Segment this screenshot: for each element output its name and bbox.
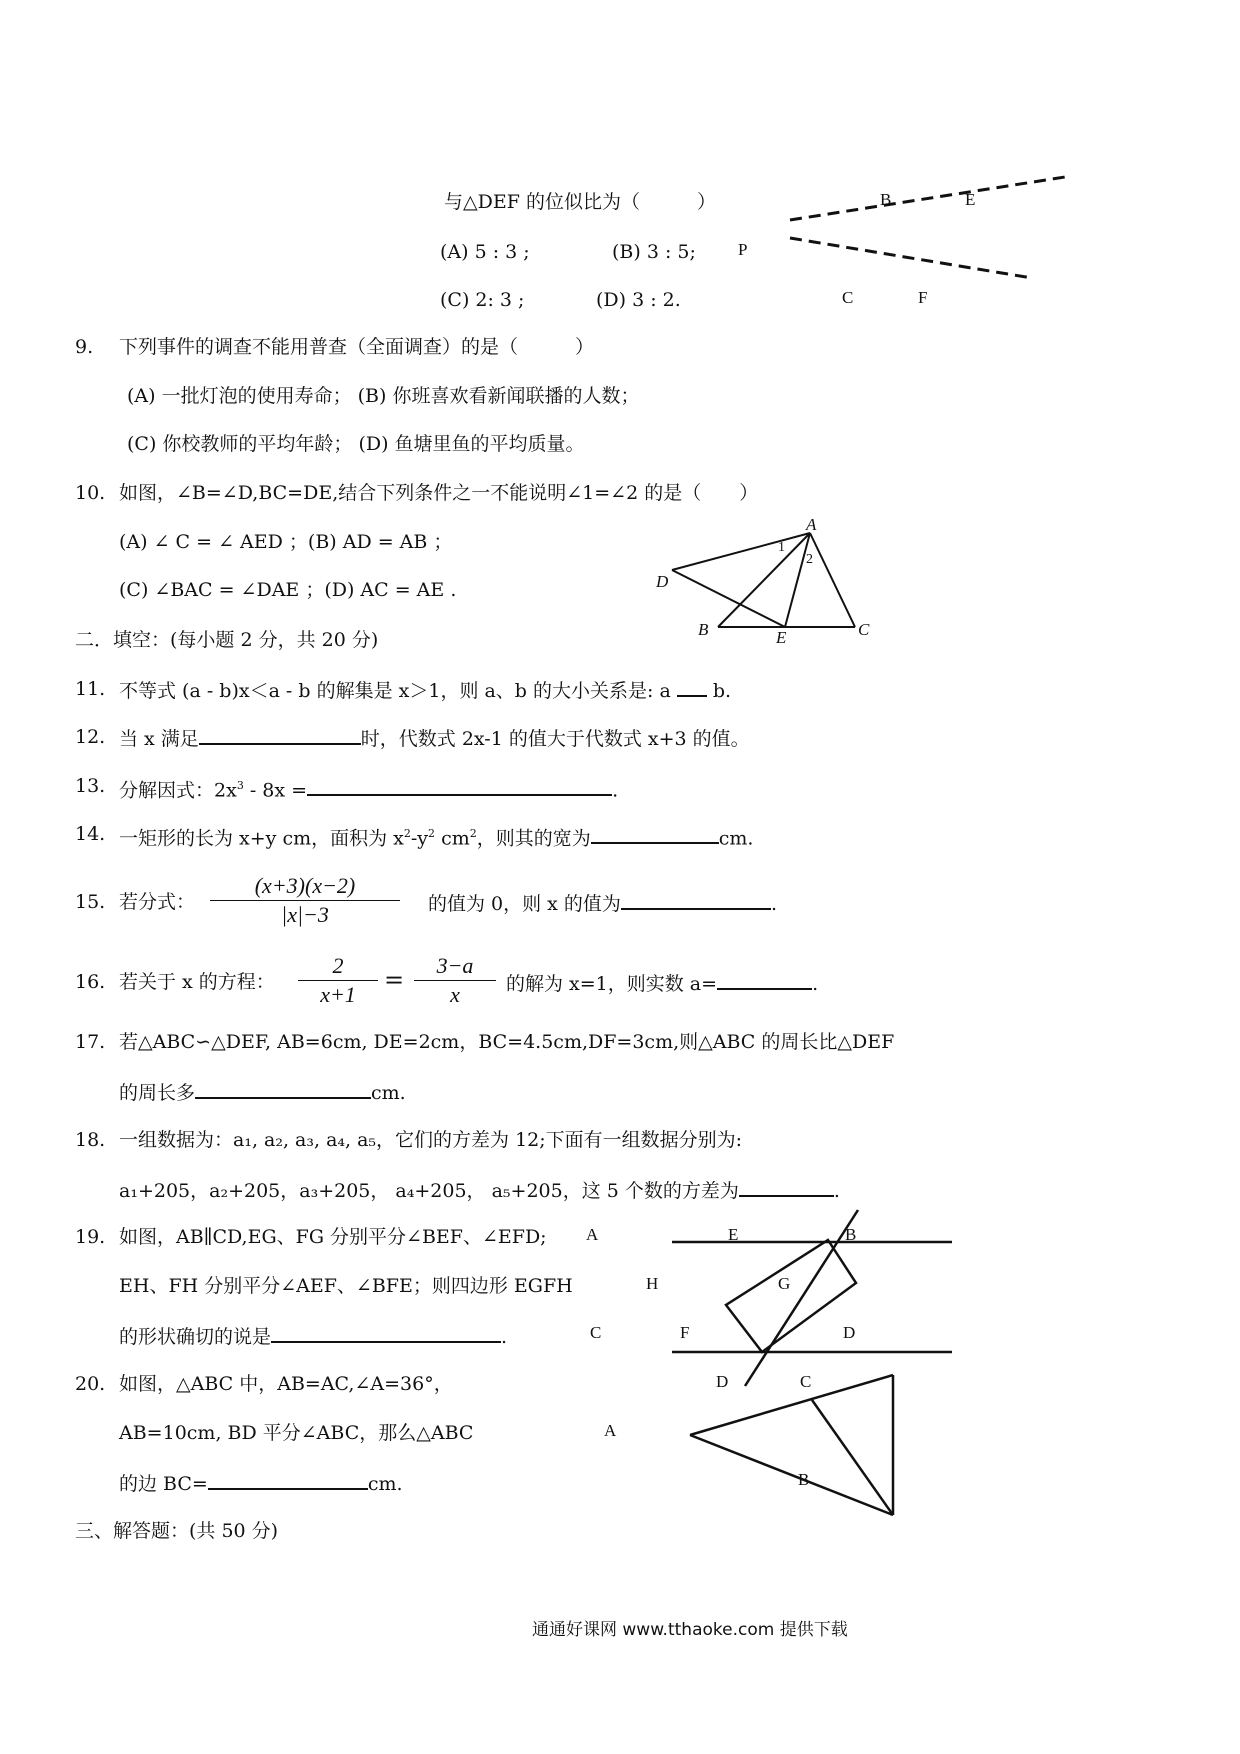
q14-sup2: 2 bbox=[428, 827, 436, 840]
q10-label-c: C bbox=[858, 620, 870, 639]
q8-label-e: E bbox=[965, 190, 976, 209]
q20-line2: AB=10cm, BD 平分∠ABC，那么△ABC bbox=[119, 1422, 474, 1444]
q10-label-a: A bbox=[806, 515, 817, 534]
q10-seg-BA bbox=[718, 533, 810, 627]
q15-text-end: . bbox=[770, 893, 777, 915]
q11-number: 11. bbox=[75, 678, 106, 700]
q10-options-line1: (A) ∠ C = ∠ AED ；(B) AD = AB ； bbox=[119, 531, 453, 553]
q14-text-mid3: ，则其的宽为 bbox=[476, 827, 591, 850]
q17-line1: 若△ABC∽△DEF, AB=6cm, DE=2cm，BC=4.5cm,DF=3cm,则△ABC 的周长比△DEF bbox=[119, 1031, 895, 1053]
q8-option-c: (C) 2: 3 ; bbox=[440, 289, 525, 311]
q8-stem: 与△DEF 的位似比为（ ） bbox=[444, 191, 716, 213]
q16-text-before: 若关于 x 的方程： bbox=[119, 971, 275, 993]
q8-option-a: (A) 5 : 3 ; bbox=[440, 241, 530, 263]
q13-blank[interactable] bbox=[307, 776, 612, 796]
q10-figure bbox=[672, 533, 855, 627]
q16-numerator-left: 2 bbox=[332, 953, 344, 978]
q8-label-b: B bbox=[880, 190, 892, 209]
q9-number: 9. bbox=[75, 336, 94, 358]
q10-label-2: 2 bbox=[806, 552, 813, 567]
q15-text-after-wrap bbox=[428, 890, 777, 916]
q11-text-before: 不等式 (a - b)x＜a - b 的解集是 x＞1，则 a、b 的大小关系是: a bbox=[119, 680, 671, 702]
q14-sup3: 2 bbox=[469, 827, 477, 840]
q12-blank[interactable] bbox=[199, 725, 361, 745]
q13-text bbox=[119, 774, 618, 802]
section-3-heading: 三、解答题：(共 50 分) bbox=[75, 1520, 279, 1542]
q12-text-after: 时，代数式 2x-1 的值大于代数式 x+3 的值。 bbox=[360, 728, 750, 750]
q8-option-d: (D) 3 : 2. bbox=[596, 289, 681, 311]
q13-number: 13. bbox=[75, 775, 106, 797]
q13-sup: 3 bbox=[236, 779, 244, 792]
q15-number: 15. bbox=[75, 891, 106, 913]
q16-number: 16. bbox=[75, 971, 106, 993]
q19-blank[interactable] bbox=[271, 1323, 501, 1343]
q19-label-h: H bbox=[646, 1274, 659, 1293]
q9-stem: 下列事件的调查不能用普查（全面调查）的是（ ） bbox=[119, 336, 595, 358]
q19-line3 bbox=[119, 1323, 507, 1349]
q17-line2-after: cm. bbox=[371, 1082, 406, 1104]
q16-equals: = bbox=[384, 966, 405, 994]
q19-label-d: D bbox=[843, 1323, 856, 1342]
q10-label-b: B bbox=[698, 620, 709, 639]
q20-number: 20. bbox=[75, 1373, 106, 1395]
q17-line2 bbox=[119, 1079, 406, 1105]
q20-label-a: A bbox=[604, 1421, 617, 1440]
q16-denominator-left: x+1 bbox=[320, 982, 356, 1007]
q16-numerator-right: 3−a bbox=[436, 953, 474, 978]
q8-label-c: C bbox=[842, 288, 854, 307]
q19-label-b: B bbox=[845, 1225, 857, 1244]
q10-stem: 如图，∠B=∠D,BC=DE,结合下列条件之一不能说明∠1=∠2 的是（ ） bbox=[119, 482, 759, 504]
q8-label-p: P bbox=[738, 240, 748, 259]
q13-text-before: 分解因式：2x bbox=[119, 779, 237, 802]
q14-number: 14. bbox=[75, 823, 106, 845]
q8-option-b: (B) 3 : 5; bbox=[612, 241, 696, 263]
q18-line2 bbox=[119, 1177, 840, 1203]
q17-line2-before: 的周长多 bbox=[119, 1082, 196, 1104]
q10-number: 10. bbox=[75, 482, 106, 504]
q19-label-f: F bbox=[680, 1323, 690, 1342]
q10-options-line2: (C) ∠BAC = ∠DAE ；(D) AC = AE . bbox=[119, 579, 457, 601]
q16-text-end: . bbox=[812, 973, 819, 995]
q10-label-e: E bbox=[776, 628, 787, 647]
q20-line3-after: cm. bbox=[367, 1473, 403, 1495]
q13-text-after: . bbox=[612, 779, 619, 802]
q20-seg-AB bbox=[690, 1435, 893, 1515]
q19-transversal bbox=[745, 1210, 858, 1386]
q18-blank[interactable] bbox=[739, 1177, 834, 1197]
q18-line2-after: . bbox=[833, 1180, 840, 1202]
q16-blank[interactable] bbox=[717, 970, 812, 990]
q8-upper-ray bbox=[790, 177, 1065, 220]
q8-label-f: F bbox=[918, 288, 928, 307]
q11-blank[interactable] bbox=[677, 677, 707, 697]
q10-label-d: D bbox=[656, 572, 669, 591]
q20-label-b: B bbox=[798, 1470, 810, 1489]
q19-label-c: C bbox=[590, 1323, 602, 1342]
footer-text: 通通好课网 www.tthaoke.com 提供下载 bbox=[532, 1620, 848, 1640]
q20-figure bbox=[690, 1375, 893, 1515]
q20-blank[interactable] bbox=[208, 1470, 368, 1490]
q14-text bbox=[119, 822, 753, 850]
q17-number: 17. bbox=[75, 1031, 106, 1053]
q14-blank[interactable] bbox=[591, 824, 719, 844]
q19-quadrilateral-EGFH bbox=[726, 1240, 856, 1352]
q8-figure bbox=[790, 177, 1065, 278]
q19-label-e: E bbox=[728, 1225, 739, 1244]
q15-text-before: 若分式： bbox=[119, 891, 196, 913]
q15-numerator: (x+3)(x−2) bbox=[254, 873, 356, 898]
q18-line2-before: a₁+205，a₂+205，a₃+205， a₄+205， a₅+205，这 5 个数的方差为 bbox=[119, 1180, 739, 1202]
q19-line1: 如图，AB∥CD,EG、FG 分别平分∠BEF、∠EFD; bbox=[119, 1226, 547, 1248]
q12-text-before: 当 x 满足 bbox=[119, 728, 199, 750]
q15-text-after: 的值为 0，则 x 的值为 bbox=[428, 893, 621, 915]
q15-denominator: |x|−3 bbox=[281, 902, 329, 927]
q19-label-g: G bbox=[778, 1274, 791, 1293]
q14-text-before: 一矩形的长为 x+y cm，面积为 x bbox=[119, 827, 404, 850]
q19-figure bbox=[672, 1210, 952, 1386]
q20-line3-before: 的边 BC= bbox=[119, 1473, 208, 1495]
q20-line1: 如图，△ABC 中，AB=AC,∠A=36°， bbox=[119, 1373, 453, 1395]
q12-number: 12. bbox=[75, 726, 106, 748]
q10-label-1: 1 bbox=[778, 540, 785, 555]
q10-seg-CA bbox=[810, 533, 855, 627]
q17-blank[interactable] bbox=[195, 1079, 371, 1099]
q19-line3-after: . bbox=[501, 1326, 508, 1348]
q20-line3 bbox=[119, 1470, 403, 1496]
q12-text bbox=[119, 725, 750, 751]
q16-text-after-wrap bbox=[506, 970, 818, 996]
q19-label-a: A bbox=[586, 1225, 599, 1244]
q18-line1: 一组数据为：a₁, a₂, a₃, a₄, a₅，它们的方差为 12;下面有一组数据分别为: bbox=[119, 1129, 743, 1151]
q16-denominator-right: x bbox=[450, 982, 460, 1007]
q13-text-middle: - 8x = bbox=[243, 779, 308, 802]
q14-sup1: 2 bbox=[403, 827, 411, 840]
q14-text-after: cm. bbox=[718, 827, 754, 850]
section-2-heading: 二．填空：(每小题 2 分，共 20 分) bbox=[75, 629, 379, 651]
q19-number: 19. bbox=[75, 1226, 106, 1248]
q16-text-after: 的解为 x=1，则实数 a= bbox=[506, 973, 718, 995]
q16-fraction-left bbox=[298, 952, 378, 1009]
q8-lower-ray bbox=[790, 238, 1032, 278]
q10-seg-DA bbox=[672, 533, 810, 570]
q9-options-line1: (A) 一批灯泡的使用寿命； (B) 你班喜欢看新闻联播的人数； bbox=[127, 385, 640, 407]
q15-blank[interactable] bbox=[621, 890, 771, 910]
q11-text-after: b. bbox=[712, 680, 732, 702]
q10-seg-DE bbox=[672, 570, 785, 627]
q16-fraction-right bbox=[414, 952, 496, 1009]
q14-text-mid: -y bbox=[410, 827, 429, 850]
q14-text-mid2: cm bbox=[435, 827, 470, 850]
q19-line2: EH、FH 分别平分∠AEF、∠BFE；则四边形 EGFH bbox=[119, 1275, 573, 1297]
q9-options-line2: (C) 你校教师的平均年龄； (D) 鱼塘里鱼的平均质量。 bbox=[127, 433, 585, 455]
q20-label-d: D bbox=[716, 1372, 729, 1391]
q18-number: 18. bbox=[75, 1129, 106, 1151]
q19-line3-before: 的形状确切的说是 bbox=[119, 1326, 272, 1348]
q20-label-c: C bbox=[800, 1372, 812, 1391]
q11-text bbox=[119, 677, 731, 703]
q15-fraction bbox=[210, 872, 400, 929]
